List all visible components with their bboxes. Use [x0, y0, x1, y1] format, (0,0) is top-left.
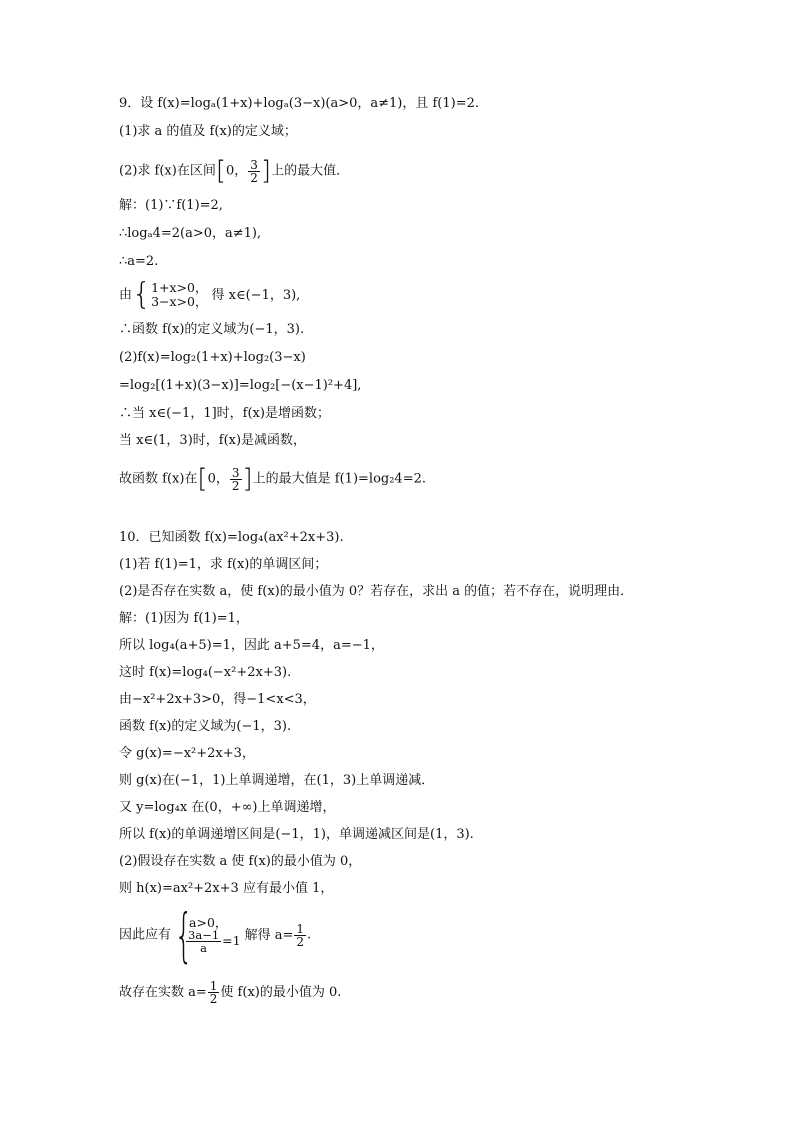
problem-9-solution-line: 解：(1)∵f(1)=2, — [119, 198, 223, 213]
fraction: $\frac{3}{2}$ — [250, 157, 258, 185]
problem-10-question-2: (2)是否存在实数 a，使 f(x)的最小值为 0？若存在，求出 a 的值；若不存在，说明理由． — [119, 584, 634, 599]
problem-10-solution-line: 由−x²+2x+3>0，得−1<x<3， — [119, 692, 316, 707]
problem-10-solution-line: 则 h(x)=ax²+2x+3 应有最小值 1， — [119, 881, 334, 896]
problem-9-solution-line: 当 x∈(1，3)时，f(x)是减函数， — [119, 433, 307, 448]
problem-10-solution-line: (2)假设存在实数 a 使 f(x)的最小值为 0， — [119, 854, 362, 869]
problem-10-solution-line: 所以 log₄(a+5)=1，因此 a+5=4，a=−1， — [119, 638, 384, 653]
problem-9-solution-line: (2)f(x)=log₂(1+x)+log₂(3−x) — [119, 350, 306, 365]
problem-10-solution-line: 则 g(x)在(−1，1)上单调递增，在(1，3)上单调递减． — [119, 773, 435, 788]
fraction: $\frac{3}{2}$ — [231, 465, 240, 493]
problem-10-solution-system: 因此应有{a>0， $\frac{3a-1}{a}$ =1 解得 a= $\frac{1}{2}$ . — [119, 901, 312, 969]
fraction: $\frac{1}{2}$ — [209, 979, 218, 1006]
problem-10-solution-line: 所以 f(x)的单调递增区间是(−1，1)，单调递减区间是(1，3). — [119, 827, 474, 842]
problem-10-solution-line: 解：(1)因为 f(1)=1， — [119, 611, 249, 626]
problem-10-solution-line: 这时 f(x)=log₄(−x²+2x+3). — [119, 665, 292, 680]
problem-9-solution-line: ∴当 x∈(−1，1]时，f(x)是增函数； — [119, 406, 330, 421]
fraction: $\frac{3a-1}{a}$ — [188, 928, 220, 955]
problem-10-question-1: (1)若 f(1)=1，求 f(x)的单调区间； — [119, 557, 328, 572]
problem-10-solution-line: 又 y=log₄x 在(0，+∞)上单调递增， — [119, 800, 336, 815]
problem-9-solution-conclusion: 故函数 f(x)在[0， $\frac{3}{2}$ ]上的最大值是 f(1)=log₂4=2. — [119, 464, 426, 494]
problem-9-solution-line: ∴logₐ4=2(a>0，a≠1), — [119, 226, 262, 241]
problem-9-question-2: (2)求 f(x)在区间[0， $\frac{3}{2}$ ]上的最大值． — [119, 156, 350, 186]
problem-9-question-1: (1)求 a 的值及 f(x)的定义域； — [119, 124, 297, 139]
problem-9-solution-system: 由{1+x>0， 3−x>0， 得 x∈(−1，3), — [119, 277, 301, 312]
problem-9-solution-line: ∴a=2. — [119, 254, 159, 269]
problem-9-stem: 9．设 f(x)=logₐ(1+x)+logₐ(3−x)(a>0，a≠1)，且 f(1)=2. — [119, 96, 480, 111]
problem-9-solution-line: =log₂[(1+x)(3−x)]=log₂[−(x−1)²+4], — [119, 378, 362, 393]
problem-10-stem: 10．已知函数 f(x)=log₄(ax²+2x+3). — [119, 530, 344, 545]
problem-9-solution-line: ∴函数 f(x)的定义域为(−1，3). — [119, 322, 305, 337]
problem-10-solution-line: 函数 f(x)的定义域为(−1，3). — [119, 719, 292, 734]
problem-10-solution-conclusion: 故存在实数 a= $\frac{1}{2}$ 使 f(x)的最小值为 0. — [119, 979, 342, 1006]
problem-10-solution-line: 令 g(x)=−x²+2x+3， — [119, 746, 255, 761]
fraction: $\frac{1}{2}$ — [296, 921, 305, 949]
